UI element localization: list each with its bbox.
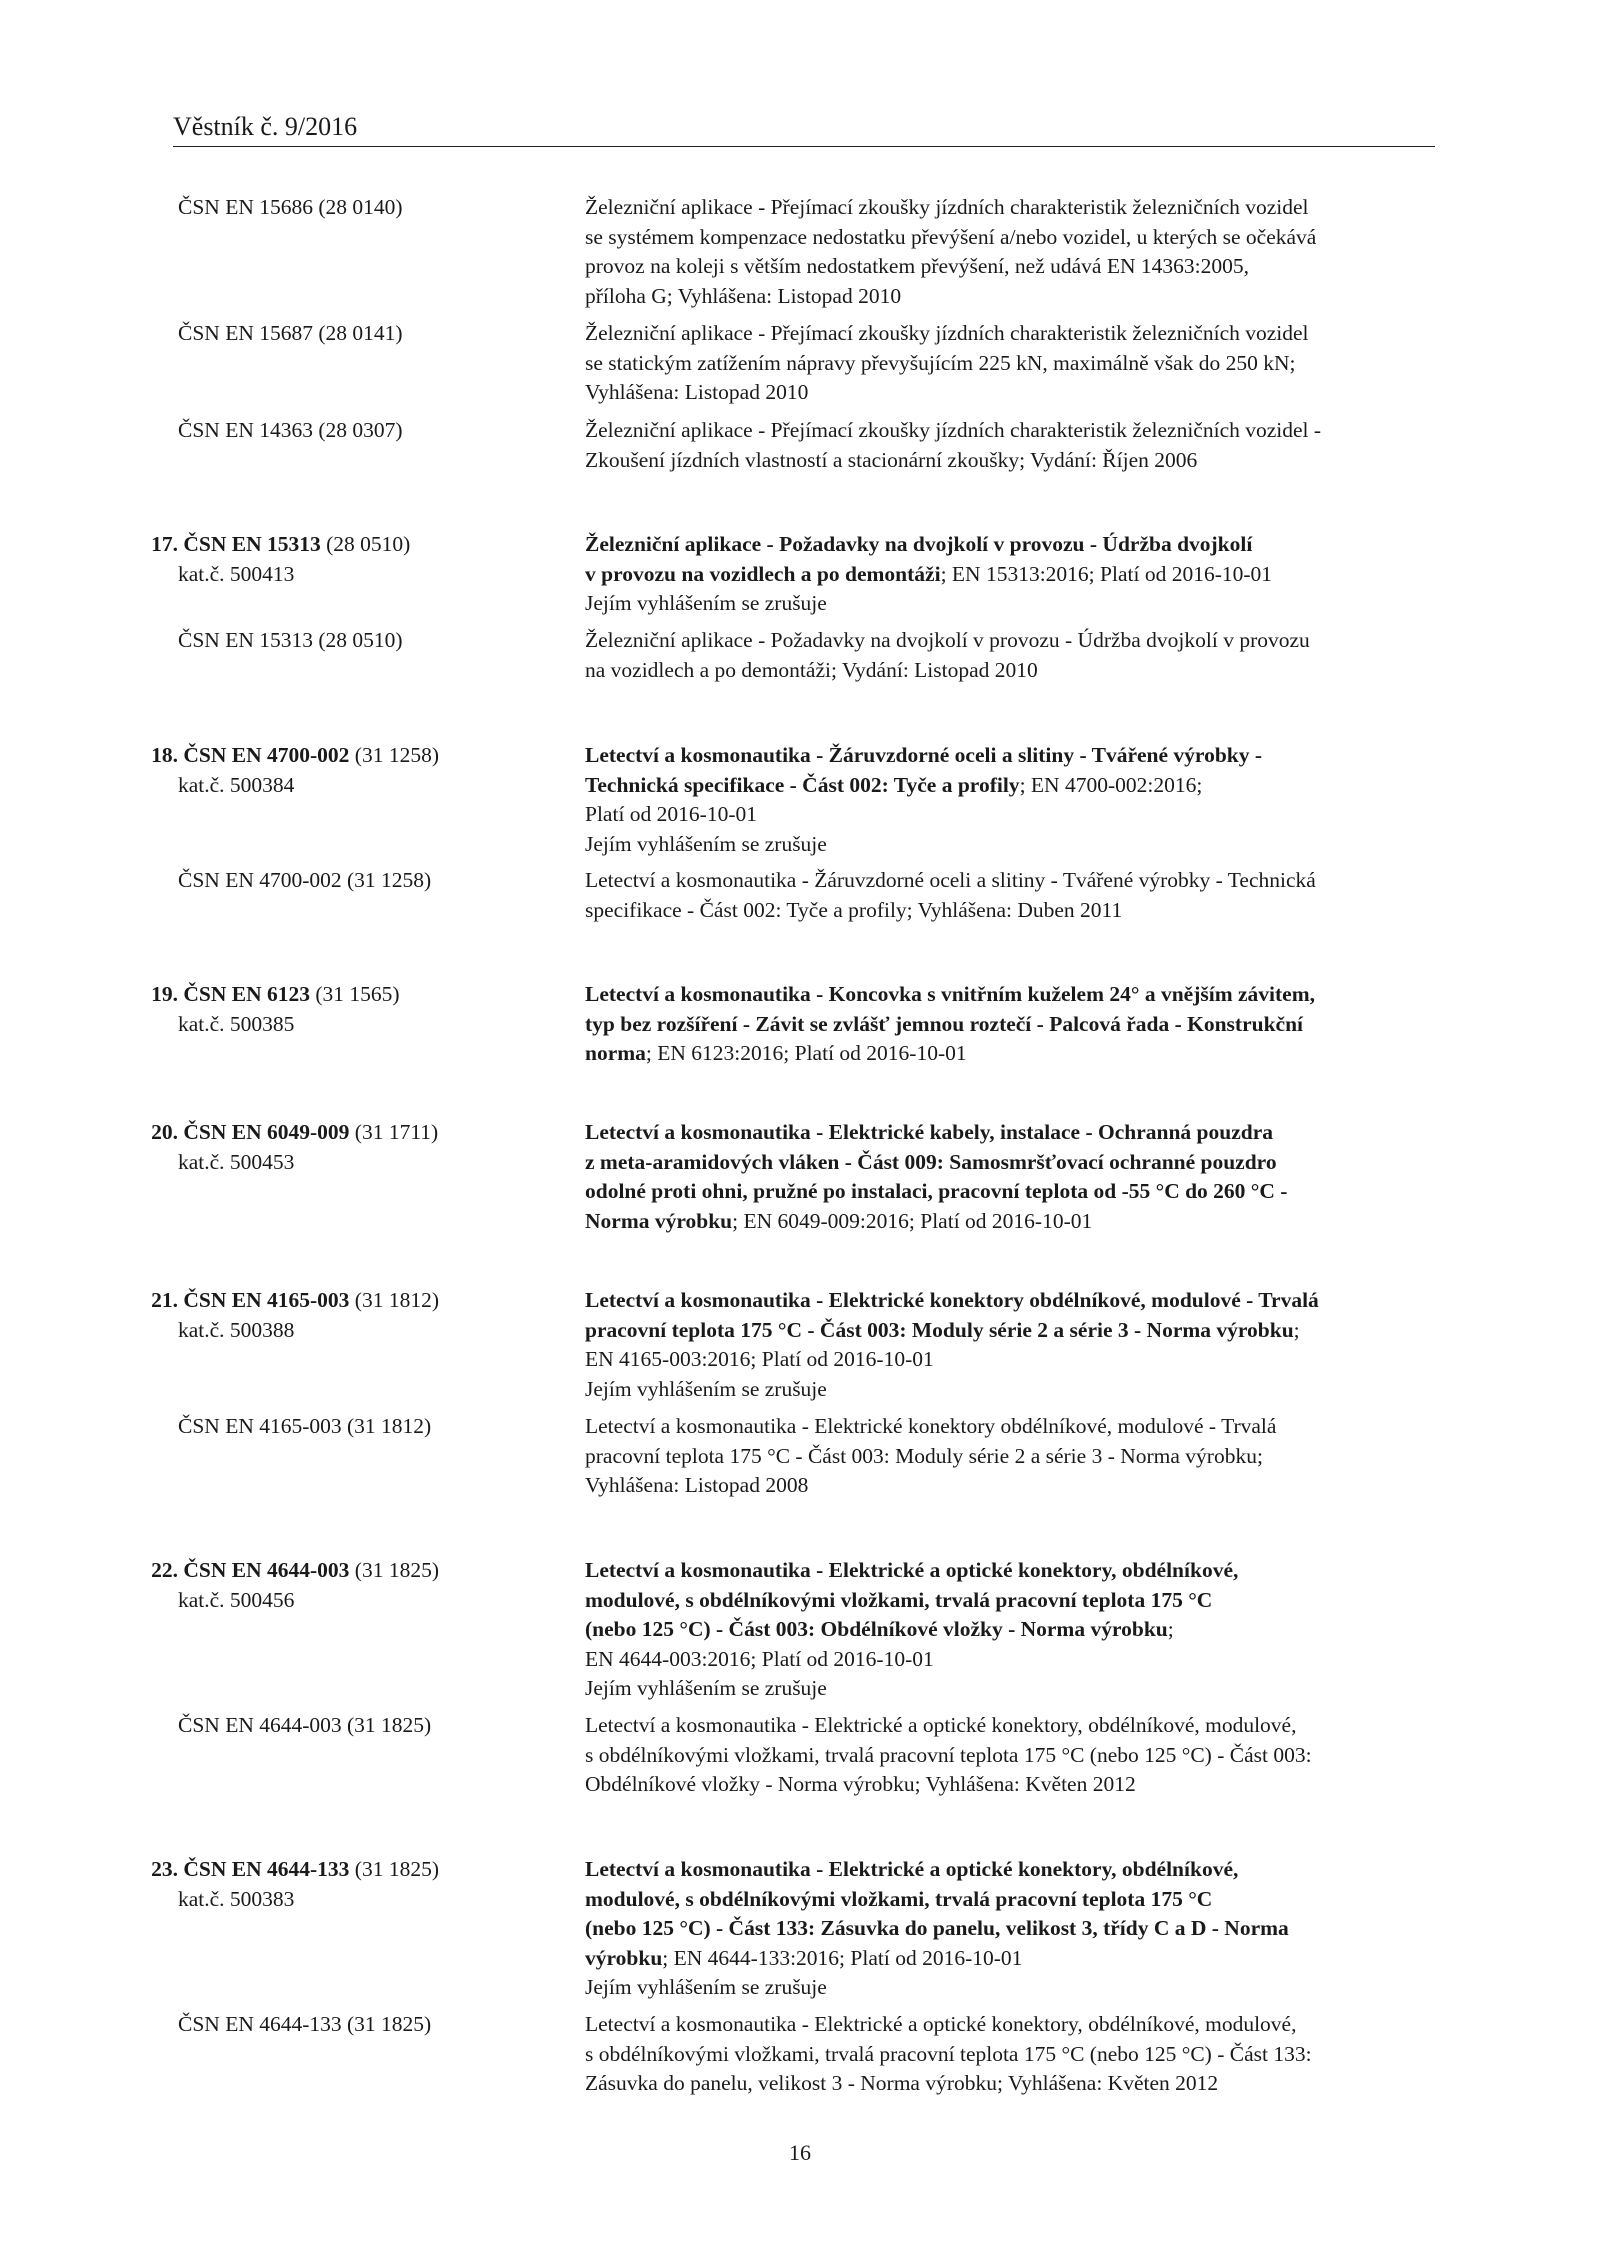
item-code-block bbox=[151, 1855, 578, 1914]
item-code-class: (31 1812) bbox=[349, 1288, 439, 1312]
title-line: Letectví a kosmonautika - Elektrické konektory obdélníkové, modulové - Trvalá bbox=[585, 1288, 1319, 1312]
entry-text bbox=[585, 416, 1445, 475]
text-line: Letectví a kosmonautika - Elektrické a optické konektory, obdélníkové, modulové, bbox=[585, 1713, 1297, 1737]
item-code: ČSN EN 4165-003 bbox=[183, 1288, 350, 1312]
title-line: typ bez rozšíření - Závit se zvlášť jemnou roztečí - Palcová řada - Konstrukční bbox=[585, 1011, 1304, 1036]
item-code-block bbox=[151, 1118, 578, 1177]
item-code-block bbox=[151, 530, 578, 589]
catalog-number: kat.č. 500385 bbox=[178, 1011, 295, 1036]
item-code-block bbox=[151, 741, 578, 800]
title-line: modulové, s obdélníkovými vložkami, trvalá pracovní teplota 175 °C bbox=[585, 1886, 1213, 1911]
item-code-class: (31 1711) bbox=[349, 1120, 439, 1144]
item-number: 20. bbox=[151, 1120, 178, 1144]
catalog-number: kat.č. 500413 bbox=[178, 561, 295, 586]
item-number: 19. bbox=[151, 982, 178, 1006]
title-line: EN 4644-003:2016; Platí od 2016-10-01 bbox=[585, 1646, 934, 1671]
replaced-code: ČSN EN 4165-003 (31 1812) bbox=[178, 1414, 432, 1438]
replaced-code: ČSN EN 4644-003 (31 1825) bbox=[178, 1713, 432, 1737]
title-line: Norma výrobku; EN 6049-009:2016; Platí od 2016-10-01 bbox=[585, 1208, 1093, 1233]
title-line: pracovní teplota 175 °C - Část 003: Moduly série 2 a série 3 - Norma výrobku; bbox=[585, 1317, 1300, 1342]
text-line: Obdélníkové vložky - Norma výrobku; Vyhlášena: Květen 2012 bbox=[585, 1772, 1136, 1796]
replaced-text bbox=[585, 1711, 1445, 1800]
title-line: (nebo 125 °C) - Část 003: Obdélníkové vložky - Norma výrobku; bbox=[585, 1617, 1174, 1641]
item-number: 17. bbox=[151, 532, 178, 556]
item-code-block bbox=[151, 1286, 578, 1345]
item-code-class: (28 0510) bbox=[320, 532, 411, 556]
replaced-text bbox=[585, 1412, 1445, 1501]
item-title bbox=[585, 1855, 1445, 2003]
item-number: 23. bbox=[151, 1857, 178, 1881]
title-line: Jejím vyhlášením se zrušuje bbox=[585, 1975, 827, 1999]
item-number: 21. bbox=[151, 1288, 178, 1312]
title-line: Letectví a kosmonautika - Elektrické a optické konektory, obdélníkové, bbox=[585, 1558, 1239, 1582]
text-line: se statickým zatížením nápravy převyšujícím 225 kN, maximálně však do 250 kN; bbox=[585, 350, 1296, 375]
title-line: Letectví a kosmonautika - Koncovka s vnitřním kuželem 24° a vnějším závitem, bbox=[585, 982, 1315, 1006]
text-line: provoz na koleji s větším nedostatkem převýšení, než udává EN 14363:2005, bbox=[585, 254, 1249, 278]
title-line: (nebo 125 °C) - Část 133: Zásuvka do panelu, velikost 3, třídy C a D - Norma bbox=[585, 1916, 1289, 1940]
text-line: Letectví a kosmonautika - Elektrické konektory obdélníkové, modulové - Trvalá bbox=[585, 1414, 1277, 1438]
replaced-text bbox=[585, 626, 1445, 685]
title-line: Letectví a kosmonautika - Elektrické kabely, instalace - Ochranná pouzdra bbox=[585, 1120, 1273, 1144]
text-line: Železniční aplikace - Požadavky na dvojkolí v provozu - Údržba dvojkolí v provozu bbox=[585, 628, 1310, 652]
title-line: EN 4165-003:2016; Platí od 2016-10-01 bbox=[585, 1347, 934, 1371]
title-line: v provozu na vozidlech a po demontáži; EN 15313:2016; Platí od 2016-10-01 bbox=[585, 561, 1273, 586]
item-title bbox=[585, 1118, 1445, 1236]
replaced-text bbox=[585, 866, 1445, 925]
catalog-number: kat.č. 500384 bbox=[178, 772, 295, 797]
item-code-block bbox=[151, 980, 578, 1039]
title-line: Jejím vyhlášením se zrušuje bbox=[585, 1676, 827, 1700]
text-line: pracovní teplota 175 °C - Část 003: Moduly série 2 a série 3 - Norma výrobku; bbox=[585, 1443, 1263, 1468]
entry-text bbox=[585, 319, 1445, 408]
text-line: Zkoušení jízdních vlastností a stacionární zkoušky; Vydání: Říjen 2006 bbox=[585, 447, 1198, 472]
title-line: Technická specifikace - Část 002: Tyče a profily; EN 4700-002:2016; bbox=[585, 772, 1203, 797]
item-code-class: (31 1825) bbox=[349, 1857, 439, 1881]
item-title bbox=[585, 1556, 1445, 1704]
title-line: z meta-aramidových vláken - Část 009: Samosmršťovací ochranné pouzdro bbox=[585, 1149, 1277, 1174]
text-line: Letectví a kosmonautika - Elektrické a optické konektory, obdélníkové, modulové, bbox=[585, 2012, 1297, 2036]
title-line: Železniční aplikace - Požadavky na dvojkolí v provozu - Údržba dvojkolí bbox=[585, 532, 1253, 556]
entry-code: ČSN EN 14363 (28 0307) bbox=[178, 418, 403, 442]
title-line: modulové, s obdélníkovými vložkami, trvalá pracovní teplota 175 °C bbox=[585, 1587, 1213, 1612]
item-title bbox=[585, 1286, 1445, 1404]
replaced-code: ČSN EN 15313 (28 0510) bbox=[178, 628, 403, 652]
item-code: ČSN EN 4700-002 bbox=[183, 743, 350, 767]
text-line: Vyhlášena: Listopad 2010 bbox=[585, 380, 809, 404]
title-line: Jejím vyhlášením se zrušuje bbox=[585, 1376, 827, 1401]
title-line: odolné proti ohni, pružné po instalaci, pracovní teplota od -55 °C do 260 °C - bbox=[585, 1179, 1288, 1203]
title-line: Platí od 2016-10-01 bbox=[585, 802, 757, 826]
text-line: specifikace - Část 002: Tyče a profily; Vyhlášena: Duben 2011 bbox=[585, 897, 1123, 922]
text-line: Železniční aplikace - Přejímací zkoušky jízdních charakteristik železničních vozidel - bbox=[585, 418, 1322, 442]
item-code: ČSN EN 4644-003 bbox=[183, 1558, 350, 1582]
text-line: se systémem kompenzace nedostatku převýšení a/nebo vozidel, u kterých se očekává bbox=[585, 224, 1317, 249]
title-line: Letectví a kosmonautika - Žáruvzdorné oceli a slitiny - Tvářené výrobky - bbox=[585, 743, 1263, 767]
entry-code: ČSN EN 15687 (28 0141) bbox=[178, 321, 403, 345]
journal-title: Věstník č. 9/2016 bbox=[173, 112, 358, 141]
catalog-number: kat.č. 500388 bbox=[178, 1317, 295, 1342]
title-line: norma; EN 6123:2016; Platí od 2016-10-01 bbox=[585, 1041, 967, 1065]
catalog-number: kat.č. 500383 bbox=[178, 1886, 295, 1911]
replaced-code: ČSN EN 4700-002 (31 1258) bbox=[178, 868, 432, 892]
item-code-block bbox=[151, 1556, 578, 1615]
title-line: Letectví a kosmonautika - Elektrické a optické konektory, obdélníkové, bbox=[585, 1857, 1239, 1881]
text-line: Letectví a kosmonautika - Žáruvzdorné oceli a slitiny - Tvářené výrobky - Technická bbox=[585, 868, 1316, 892]
item-code: ČSN EN 6049-009 bbox=[183, 1120, 350, 1144]
page-header bbox=[173, 112, 1435, 147]
item-code: ČSN EN 15313 bbox=[183, 532, 321, 556]
title-line: výrobku; EN 4644-133:2016; Platí od 2016-10-01 bbox=[585, 1945, 1023, 1970]
catalog-number: kat.č. 500453 bbox=[178, 1149, 295, 1174]
item-code-class: (31 1258) bbox=[349, 743, 439, 767]
text-line: Železniční aplikace - Přejímací zkoušky jízdních charakteristik železničních vozidel bbox=[585, 195, 1309, 219]
page-number: 16 bbox=[789, 2140, 811, 2165]
text-line: Železniční aplikace - Přejímací zkoušky jízdních charakteristik železničních vozidel bbox=[585, 321, 1309, 345]
replaced-text bbox=[585, 2010, 1445, 2099]
text-line: na vozidlech a po demontáži; Vydání: Listopad 2010 bbox=[585, 657, 1038, 682]
item-number: 18. bbox=[151, 743, 178, 767]
text-line: s obdélníkovými vložkami, trvalá pracovní teplota 175 °C (nebo 125 °C) - Část 003: bbox=[585, 1742, 1312, 1767]
item-code: ČSN EN 4644-133 bbox=[183, 1857, 350, 1881]
text-line: Vyhlášena: Listopad 2008 bbox=[585, 1473, 809, 1497]
entry-code: ČSN EN 15686 (28 0140) bbox=[178, 195, 403, 219]
catalog-number: kat.č. 500456 bbox=[178, 1587, 295, 1612]
item-title bbox=[585, 980, 1445, 1069]
item-title bbox=[585, 530, 1445, 619]
text-line: Zásuvka do panelu, velikost 3 - Norma výrobku; Vyhlášena: Květen 2012 bbox=[585, 2071, 1219, 2095]
title-line: Jejím vyhlášením se zrušuje bbox=[585, 831, 827, 856]
entry-text bbox=[585, 193, 1445, 311]
item-code-class: (31 1565) bbox=[310, 982, 400, 1006]
text-line: s obdélníkovými vložkami, trvalá pracovní teplota 175 °C (nebo 125 °C) - Část 133: bbox=[585, 2041, 1312, 2066]
replaced-code: ČSN EN 4644-133 (31 1825) bbox=[178, 2012, 432, 2036]
item-code-class: (31 1825) bbox=[349, 1558, 439, 1582]
item-number: 22. bbox=[151, 1558, 178, 1582]
text-line: příloha G; Vyhlášena: Listopad 2010 bbox=[585, 283, 902, 308]
item-title bbox=[585, 741, 1445, 859]
item-code: ČSN EN 6123 bbox=[183, 982, 311, 1006]
title-line: Jejím vyhlášením se zrušuje bbox=[585, 591, 827, 615]
